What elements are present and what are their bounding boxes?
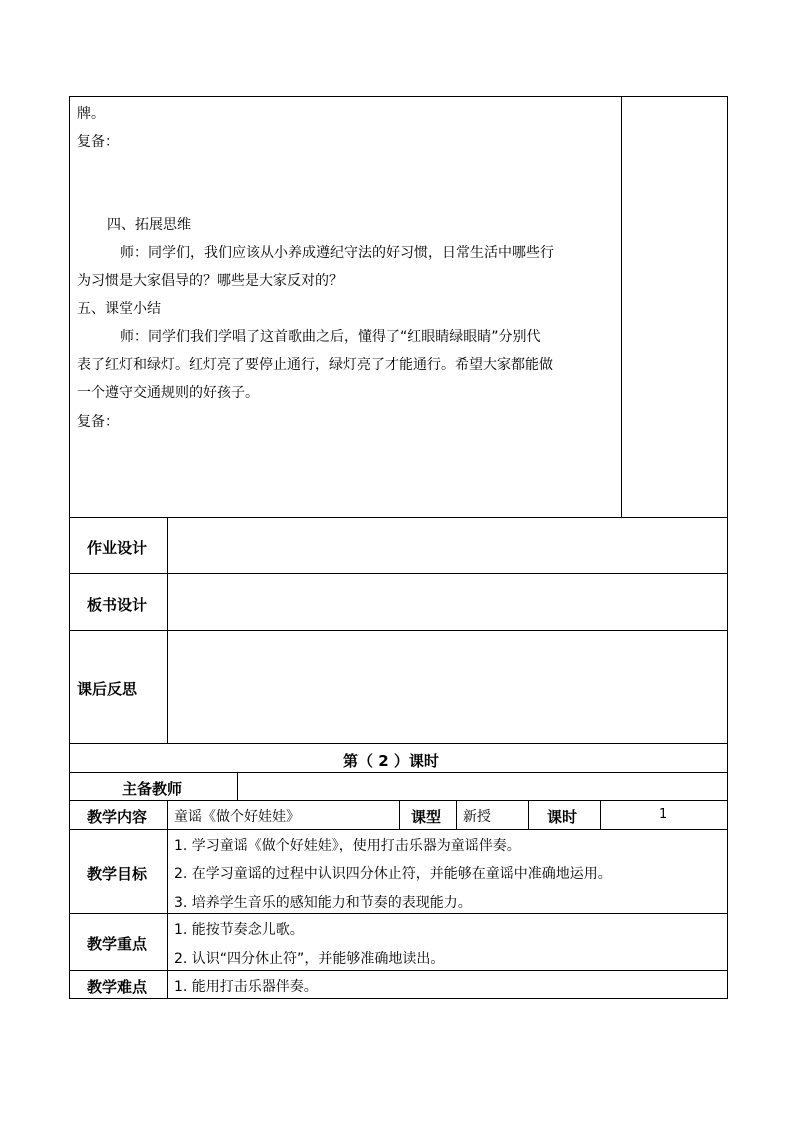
- goals-label: 教学目标: [87, 865, 148, 883]
- text-line: 师：同学们，我们应该从小养成遵纪守法的好习惯，日常生活中哪些行: [120, 245, 554, 261]
- section-heading: 四、拓展思维: [107, 217, 191, 233]
- row-divider: [69, 772, 728, 773]
- text-line: 师：同学们我们学唱了这首歌曲之后，懂得了“红眼睛绿眼睛”分别代: [120, 329, 541, 345]
- content-label: 教学内容: [87, 808, 148, 826]
- board-label: 板书设计: [87, 596, 148, 614]
- section-heading: 五、课堂小结: [77, 301, 161, 317]
- table-border-bottom: [69, 998, 728, 999]
- text-line: 牌。: [77, 106, 105, 122]
- key-point-item: 2. 认识“四分休止符”，并能够准确地读出。: [174, 951, 445, 967]
- label-column-divider: [167, 517, 168, 743]
- lesson-title: 第（ 2 ）课时: [343, 752, 439, 770]
- teacher-divider: [237, 772, 238, 800]
- text-line: 复备：: [77, 134, 119, 150]
- label-column-divider: [167, 800, 168, 998]
- type-value: 新授: [463, 809, 491, 825]
- goal-item: 2. 在学习童谣的过程中认识四分休止符，并能够在童谣中准确地运用。: [174, 866, 612, 882]
- row-divider: [69, 743, 728, 744]
- table-border-right: [727, 96, 728, 999]
- content-divider: [399, 800, 400, 829]
- difficulty-item: 1. 能用打击乐器伴奏。: [174, 979, 318, 995]
- table-border-top: [69, 96, 728, 97]
- difficulty-label: 教学难点: [87, 978, 148, 996]
- reflection-label: 课后反思: [77, 680, 138, 698]
- text-line: 表了红灯和绿灯。红灯亮了要停止通行，绿灯亮了才能通行。希望大家都能做: [77, 357, 553, 373]
- goal-item: 1. 学习童谣《做个好娃娃》，使用打击乐器为童谣伴奏。: [174, 838, 521, 854]
- goal-item: 3. 培养学生音乐的感知能力和节奏的表现能力。: [174, 895, 472, 911]
- content-divider: [528, 800, 529, 829]
- side-column-divider: [621, 96, 622, 517]
- text-line: 一个遵守交通规则的好孩子。: [77, 385, 259, 401]
- text-line: 复备：: [77, 414, 119, 430]
- content-divider: [600, 800, 601, 829]
- hours-value: 1: [659, 807, 668, 822]
- content-value: 童谣《做个好娃娃》: [174, 809, 300, 825]
- content-divider: [456, 800, 457, 829]
- main-teacher-label: 主备教师: [122, 780, 183, 798]
- homework-label: 作业设计: [87, 539, 148, 557]
- type-label: 课型: [411, 808, 442, 826]
- text-line: 为习惯是大家倡导的？哪些是大家反对的？: [77, 273, 343, 289]
- hours-label: 课时: [547, 808, 578, 826]
- key-points-label: 教学重点: [87, 935, 148, 953]
- key-point-item: 1. 能按节奏念儿歌。: [174, 922, 304, 938]
- table-border-left: [69, 96, 70, 999]
